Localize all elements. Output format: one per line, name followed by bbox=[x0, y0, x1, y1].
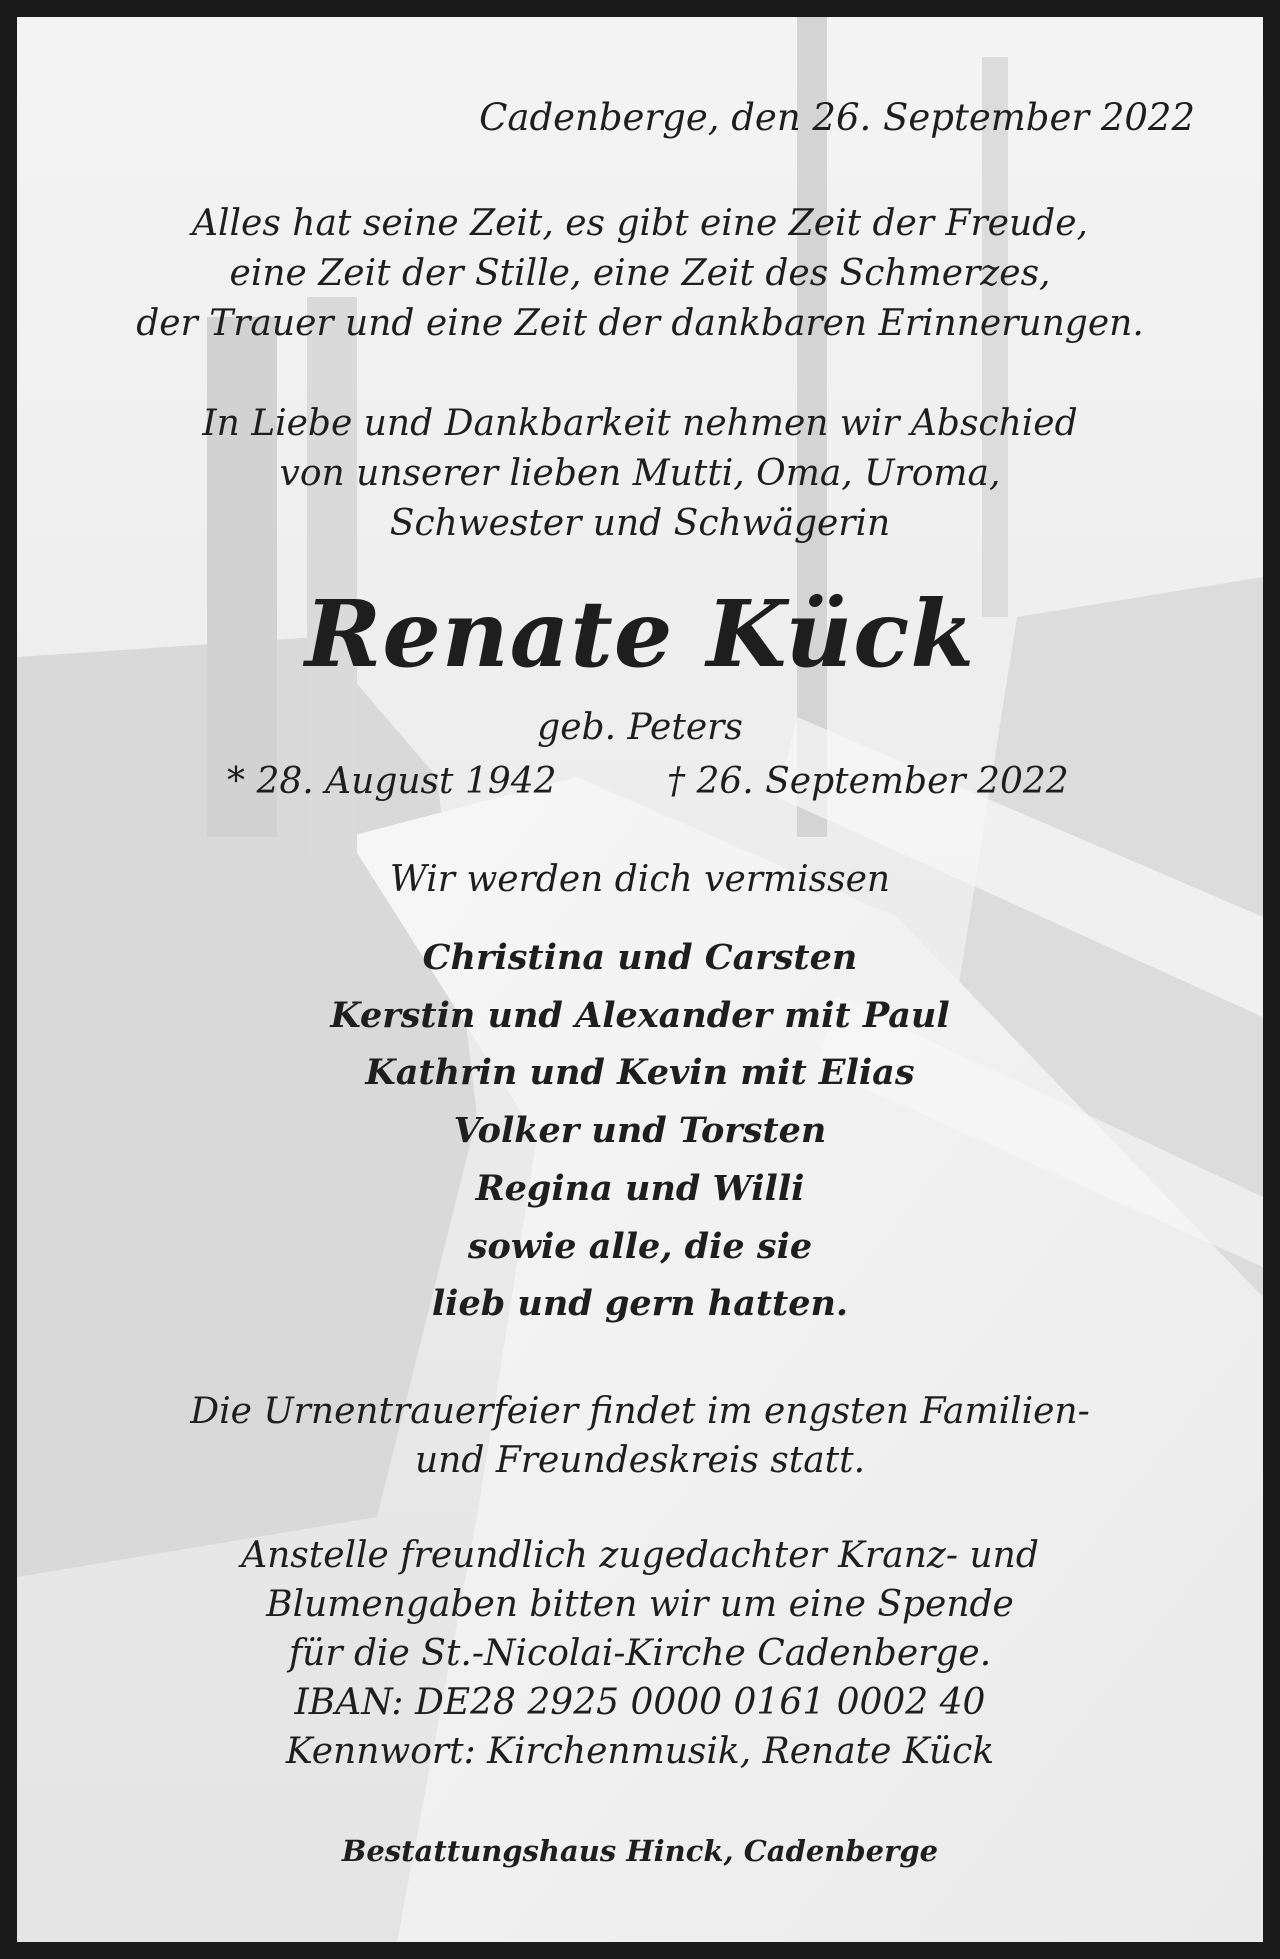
mourner-line: sowie alle, die sie bbox=[467, 1226, 813, 1267]
miss-line: Wir werden dich vermissen bbox=[389, 859, 891, 900]
verse-line: Alles hat seine Zeit, es gibt eine Zeit der Freude, bbox=[192, 203, 1088, 244]
intro-line: von unserer lieben Mutti, Oma, Uroma, bbox=[279, 453, 1001, 494]
donation-line: Anstelle freundlich zugedachter Kranz- und bbox=[241, 1535, 1039, 1576]
verse-line: eine Zeit der Stille, eine Zeit des Schmerzes, bbox=[229, 253, 1051, 294]
death-date: † 26. September 2022 bbox=[667, 761, 1069, 802]
birth-date: * 28. August 1942 bbox=[227, 761, 557, 802]
mourner-line: Christina und Carsten bbox=[422, 937, 858, 978]
keyword-line: Kennwort: Kirchenmusik, Renate Kück bbox=[285, 1731, 995, 1772]
ceremony-line: und Freundeskreis statt. bbox=[414, 1440, 866, 1481]
notice-content bbox=[17, 17, 1263, 1942]
verse-line: der Trauer und eine Zeit der dankbaren Erinnerungen. bbox=[136, 303, 1144, 344]
mourner-line: Kathrin und Kevin mit Elias bbox=[365, 1052, 915, 1093]
intro-line: Schwester und Schwägerin bbox=[389, 503, 891, 544]
deceased-name: Renate Kück bbox=[304, 580, 976, 688]
place-and-date: Cadenberge, den 26. September 2022 bbox=[479, 96, 1195, 139]
undertaker: Bestattungshaus Hinck, Cadenberge bbox=[341, 1834, 939, 1868]
mourner-line: Kerstin und Alexander mit Paul bbox=[330, 995, 950, 1036]
iban-line: IBAN: DE28 2925 0000 0161 0002 40 bbox=[294, 1682, 986, 1723]
donation-line: für die St.-Nicolai-Kirche Cadenberge. bbox=[288, 1633, 992, 1674]
mourner-line: Regina und Willi bbox=[475, 1168, 805, 1209]
intro-line: In Liebe und Dankbarkeit nehmen wir Abschied bbox=[202, 403, 1078, 444]
mourner-line: lieb und gern hatten. bbox=[431, 1283, 849, 1324]
ceremony-line: Die Urnentrauerfeier findet im engsten Familien- bbox=[190, 1391, 1090, 1432]
maiden-name: geb. Peters bbox=[537, 707, 743, 748]
donation-line: Blumengaben bitten wir um eine Spende bbox=[266, 1584, 1014, 1625]
mourner-line: Volker und Torsten bbox=[453, 1110, 827, 1151]
